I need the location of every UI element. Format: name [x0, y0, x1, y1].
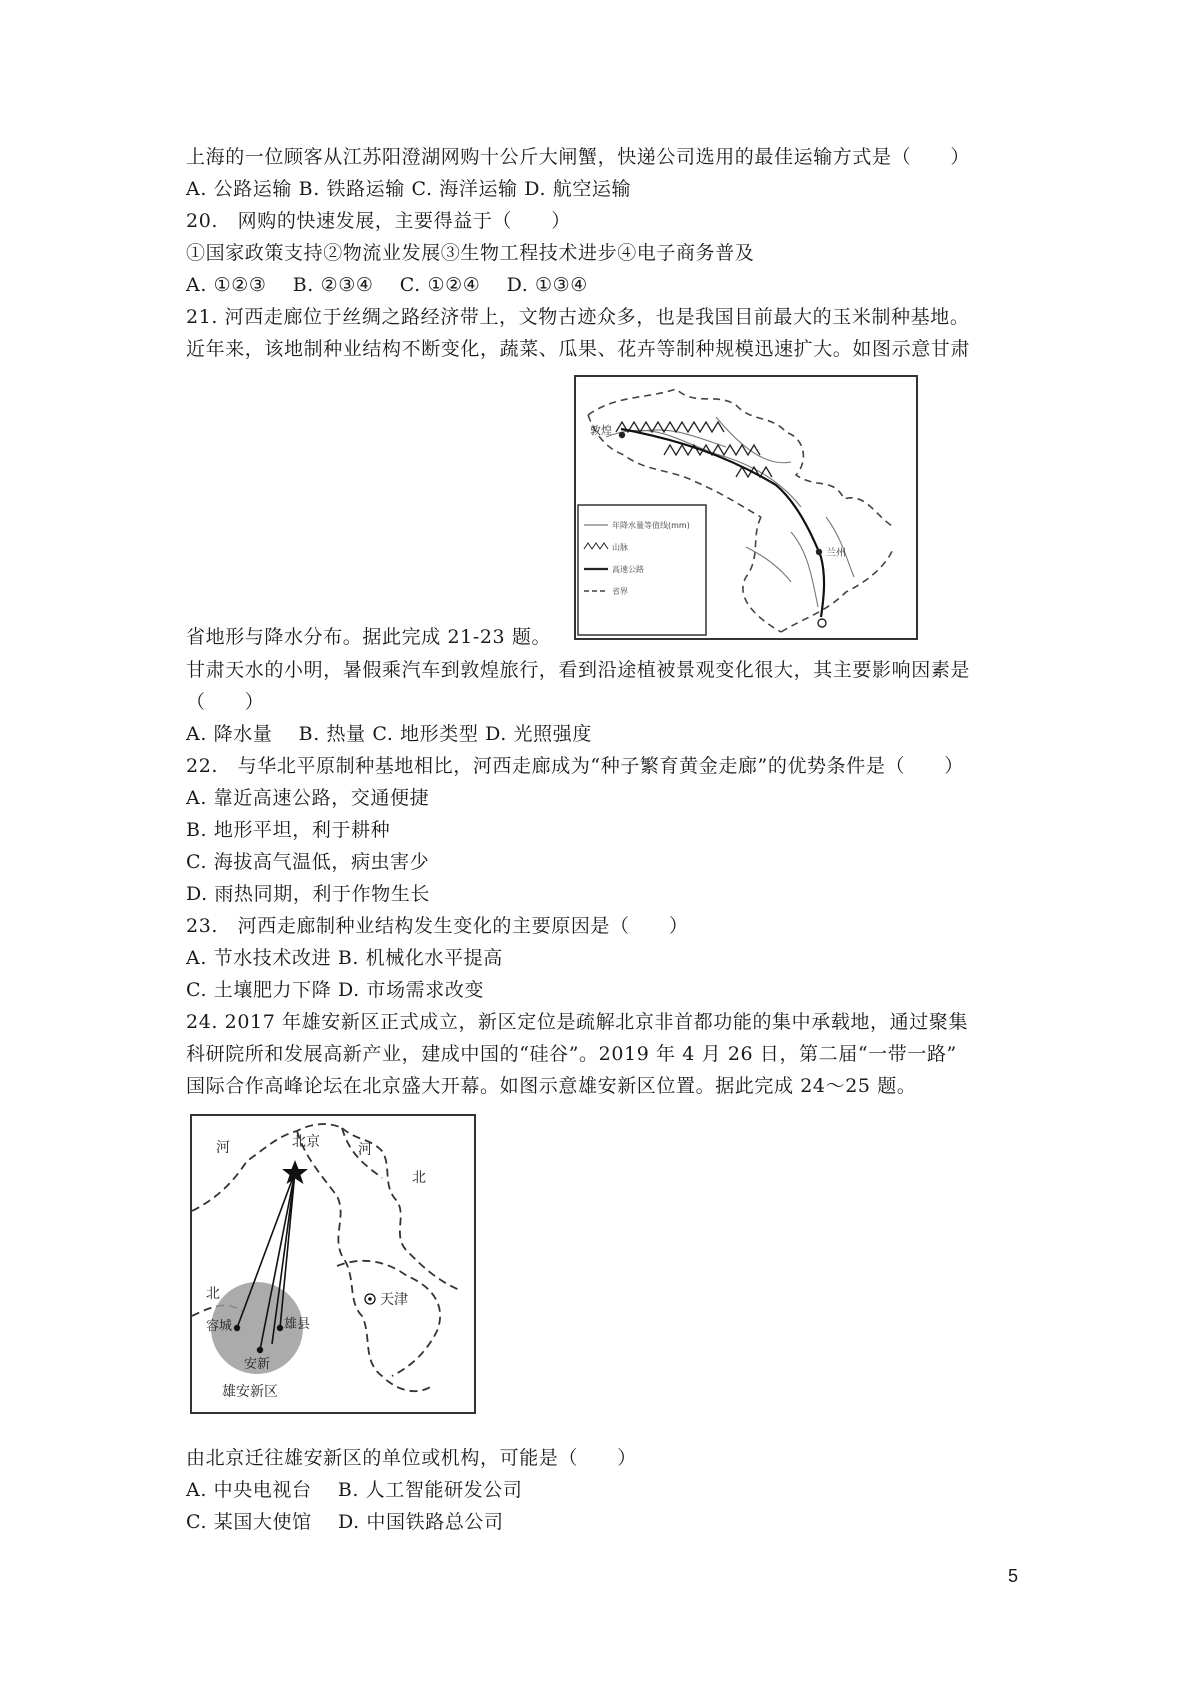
question-22-option-b: B. 地形平坦，利于耕种: [186, 819, 391, 841]
rongcheng-label: 容城: [206, 1319, 233, 1334]
question-24-intro-line-2: 科研院所和发展高新产业，建成中国的“硅谷”。2019 年 4 月 26 日，第二届“一带一路”: [186, 1043, 957, 1065]
question-23-options-cd: C. 土壤肥力下降 D. 市场需求改变: [186, 979, 485, 1001]
question-21-stem: 甘肃天水的小明，暑假乘汽车到敦煌旅行，看到沿途植被景观变化很大，其主要影响因素是: [186, 659, 971, 681]
gansu-map-legend: [578, 505, 706, 635]
question-19-stem: 上海的一位顾客从江苏阳澄湖网购十公斤大闸蟹，快递公司选用的最佳运输方式是（ ）: [186, 146, 971, 168]
question-22-stem: 22. 与华北平原制种基地相比，河西走廊成为“种子繁育黄金走廊”的优势条件是（ ）: [186, 755, 964, 777]
question-19-options: A. 公路运输 B. 铁路运输 C. 海洋运输 D. 航空运输: [186, 178, 632, 200]
question-20-statements: ①国家政策支持②物流业发展③生物工程技术进步④电子商务普及: [186, 242, 755, 264]
bei-left-label: 北: [206, 1286, 220, 1302]
bei-right-label: 北: [412, 1170, 426, 1186]
question-23-options-ab: A. 节水技术改进 B. 机械化水平提高: [186, 947, 503, 969]
xiongan-location-map: [190, 1114, 476, 1414]
question-20-stem: 20. 网购的快速发展，主要得益于（ ）: [186, 210, 571, 232]
svg-text:年降水量等值线(mm): 年降水量等值线(mm): [612, 521, 690, 530]
question-25-options-cd: C. 某国大使馆 D. 中国铁路总公司: [186, 1511, 504, 1533]
question-24-intro-line-3: 国际合作高峰论坛在北京盛大开幕。如图示意雄安新区位置。据此完成 24～25 题。: [186, 1075, 917, 1097]
question-25-stem: 由北京迁往雄安新区的单位或机构，可能是（ ）: [186, 1447, 637, 1469]
beijing-star-icon: [282, 1160, 308, 1184]
anxin-label: 安新: [244, 1357, 271, 1372]
question-21-intro-line-2: 近年来，该地制种业结构不断变化，蔬菜、瓜果、花卉等制种规模迅速扩大。如图示意甘肃: [186, 338, 971, 360]
beijing-label: 北京: [292, 1134, 320, 1150]
svg-text:省界: 省界: [612, 587, 628, 596]
he-label: 河: [216, 1140, 230, 1156]
question-21-blank: （ ）: [186, 691, 265, 713]
xiongan-label: 雄安新区: [222, 1384, 278, 1400]
dunhuang-label: 敦煌: [590, 424, 612, 437]
question-21-intro-line-3: 省地形与降水分布。据此完成 21-23 题。: [186, 626, 552, 648]
tianjin-label: 天津: [380, 1292, 408, 1308]
he-right-label: 河: [358, 1142, 372, 1158]
question-22-option-d: D. 雨热同期，利于作物生长: [186, 883, 431, 905]
question-24-intro-line-1: 24. 2017 年雄安新区正式成立，新区定位是疏解北京非首都功能的集中承载地，通过聚集: [186, 1011, 969, 1033]
svg-text:高速公路: 高速公路: [612, 565, 644, 574]
question-21-intro-line-1: 21. 河西走廊位于丝绸之路经济带上，文物古迹众多，也是我国目前最大的玉米制种基地。: [186, 306, 970, 328]
lanzhou-label: 兰州: [826, 548, 846, 559]
xiongxian-label: 雄县: [284, 1317, 311, 1332]
page-number: 5: [1008, 1566, 1019, 1586]
question-22-option-c: C. 海拔高气温低，病虫害少: [186, 851, 430, 873]
question-23-stem: 23. 河西走廊制种业结构发生变化的主要原因是（ ）: [186, 915, 689, 937]
question-20-options: A. ①②③ B. ②③④ C. ①②④ D. ①③④: [186, 274, 588, 296]
question-25-options-ab: A. 中央电视台 B. 人工智能研发公司: [186, 1479, 523, 1501]
gansu-terrain-precipitation-map: [574, 375, 918, 640]
svg-text:山脉: 山脉: [612, 543, 628, 552]
question-22-option-a: A. 靠近高速公路，交通便捷: [186, 787, 430, 809]
question-21-options: A. 降水量 B. 热量 C. 地形类型 D. 光照强度: [186, 723, 592, 745]
